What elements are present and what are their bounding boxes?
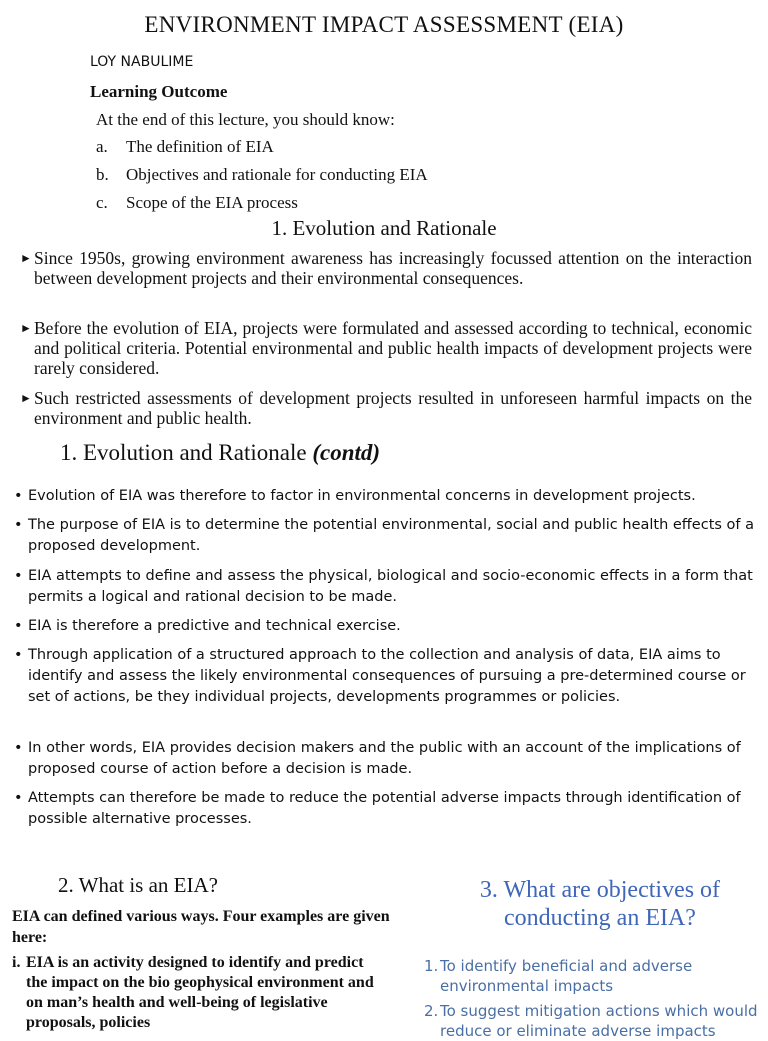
section-1-contd-heading — [60, 440, 380, 466]
section-2-item — [12, 953, 387, 1033]
section-1-contd-bullet — [14, 645, 754, 708]
bullet-text: The purpose of EIA is to determine the potential environmental, social and public health effects of a proposed development. — [28, 517, 755, 554]
bullet-text: In other words, EIA provides decision makers and the public with an account of the implications of proposed course of action before a decision is made. — [28, 740, 741, 777]
author-name: LOY NABULIME — [90, 54, 194, 70]
list-marker: b. — [96, 165, 109, 184]
list-marker: c. — [96, 193, 108, 212]
arrow-bullet-icon: ► — [20, 391, 32, 405]
list-item-text: Objectives and rationale for conducting EIA — [126, 165, 428, 184]
section-1-bullet — [20, 388, 752, 428]
list-marker: 1. — [424, 957, 439, 975]
bullet-dot-icon: • — [14, 618, 23, 634]
section-1-heading: 1. Evolution and Rationale — [271, 216, 497, 240]
bullet-text: EIA attempts to define and assess the physical, biological and socio-economic effects in a form that permits a logical and rational decision to be made. — [28, 568, 753, 605]
list-marker: a. — [96, 137, 108, 156]
section-1-contd-bullet — [14, 566, 754, 608]
section-1-bullet — [20, 248, 752, 288]
bullet-text: Attempts can therefore be made to reduce the potential adverse impacts through identification of possible alternative processes. — [28, 790, 741, 827]
bullet-dot-icon: • — [14, 517, 23, 533]
section-2-heading: 2. What is an EIA? — [58, 873, 218, 897]
list-marker: i. — [12, 954, 21, 971]
bullet-dot-icon: • — [14, 647, 23, 663]
bullet-dot-icon: • — [14, 488, 23, 504]
bullet-text: EIA is therefore a predictive and technical exercise. — [28, 618, 401, 634]
learning-outcome-heading: Learning Outcome — [90, 82, 228, 101]
list-item-text: The definition of EIA — [126, 137, 274, 156]
section-1-contd-bullet — [14, 616, 754, 637]
bullet-text: Evolution of EIA was therefore to factor in environmental concerns in development projects. — [28, 488, 696, 504]
bullet-dot-icon: • — [14, 568, 23, 584]
list-item-text: EIA is an activity designed to identify and predict the impact on the bio geophysical environment and on man’s health and well-being of legislative proposals, policies — [26, 954, 374, 1031]
section-2-intro: EIA can defined various ways. Four examples are given here: — [12, 908, 390, 946]
heading-text: 1. Evolution and Rationale — [60, 440, 313, 465]
list-marker: 2. — [424, 1002, 439, 1020]
objective-item — [424, 956, 764, 996]
section-1-bullet — [20, 318, 752, 378]
arrow-bullet-icon: ► — [20, 321, 32, 335]
bullet-dot-icon: • — [14, 740, 23, 756]
section-1-contd-bullet — [14, 738, 754, 780]
objective-item — [424, 1001, 764, 1041]
bullet-text: Such restricted assessments of development projects resulted in unforeseen harmful impacts on the environment and public health. — [34, 388, 752, 428]
heading-italic-text: (contd) — [312, 440, 381, 465]
section-1-contd-bullet — [14, 515, 754, 557]
bullet-dot-icon: • — [14, 790, 23, 806]
section-1-contd-bullet — [14, 486, 754, 507]
list-item-text: To suggest mitigation actions which would reduce or eliminate adverse impacts — [440, 1002, 758, 1040]
learning-outcome-item — [96, 193, 298, 213]
list-item-text: To identify beneficial and adverse environmental impacts — [440, 957, 693, 995]
document-title: ENVIRONMENT IMPACT ASSESSMENT (EIA) — [144, 12, 624, 37]
learning-outcome-intro: At the end of this lecture, you should know: — [96, 110, 395, 129]
arrow-bullet-icon: ► — [20, 251, 32, 265]
section-1-contd-bullet — [14, 788, 754, 830]
bullet-text: Since 1950s, growing environment awareness has increasingly focussed attention on the interaction between development projects and their environmental consequences. — [34, 248, 752, 288]
learning-outcome-item — [96, 137, 274, 157]
bullet-text: Through application of a structured approach to the collection and analysis of data, EIA aims to identify and assess the likely environmental consequences of pursuing a pre-determined course or set of actions, be they individual projects, developments programmes or policies. — [28, 647, 746, 705]
section-3-heading: 3. What are objectives of conducting an EIA? — [479, 877, 721, 931]
list-item-text: Scope of the EIA process — [126, 193, 298, 212]
learning-outcome-item — [96, 165, 428, 185]
bullet-text: Before the evolution of EIA, projects were formulated and assessed according to technical, economic and political criteria. Potential environmental and public health impacts of development projects were rarely considered. — [34, 318, 752, 378]
